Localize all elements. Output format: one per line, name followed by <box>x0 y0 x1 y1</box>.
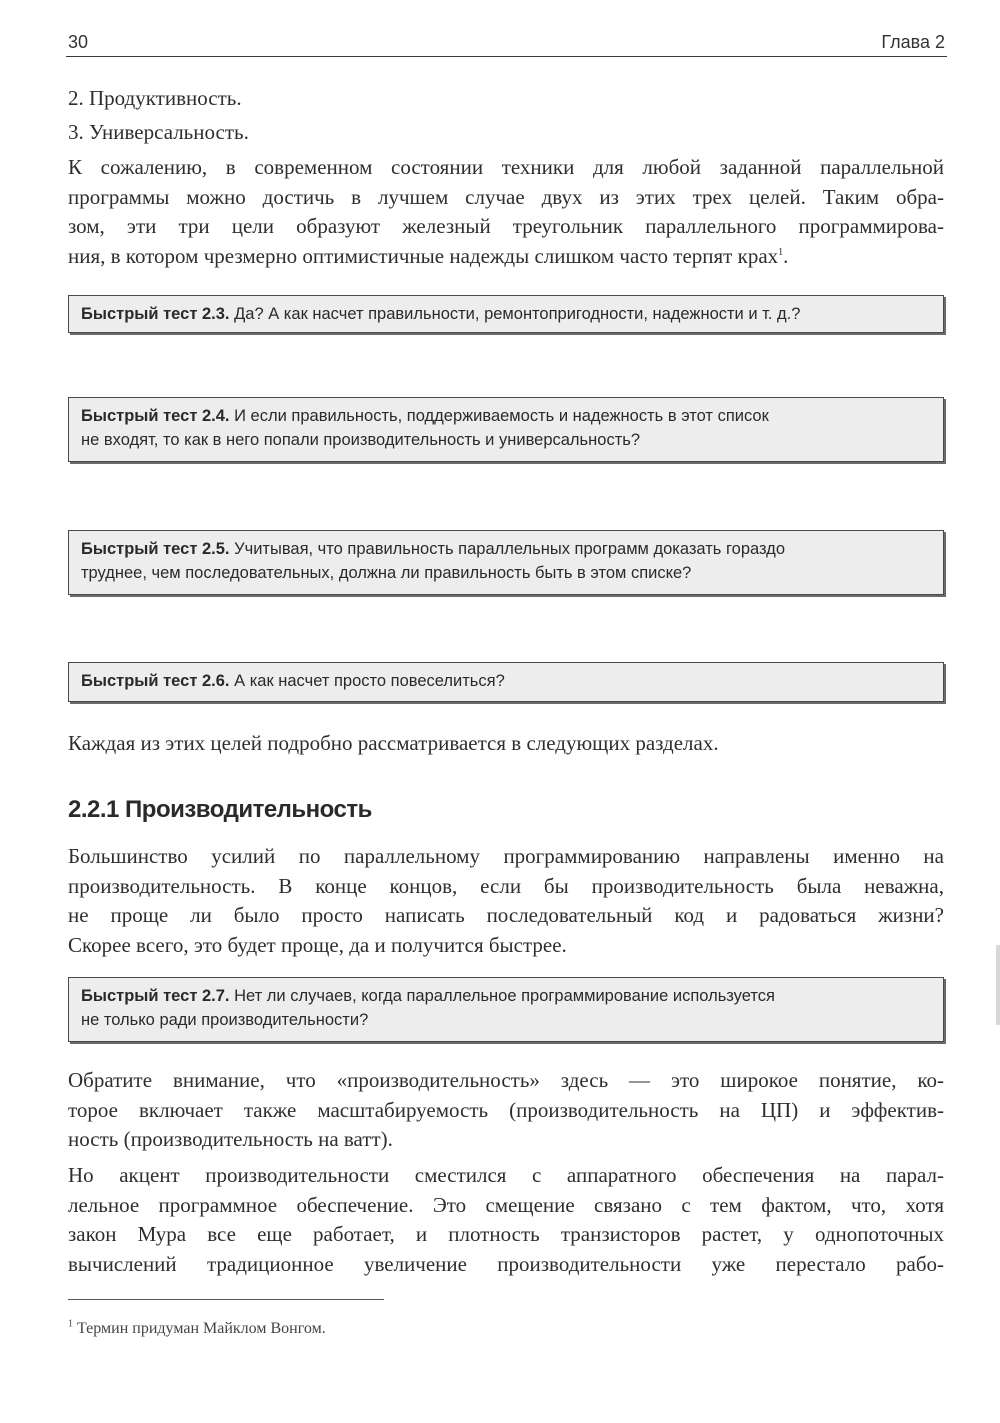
list-item-productivity: 2. Продуктивность. <box>68 86 242 110</box>
quick-quiz-2-3 <box>68 295 944 333</box>
text-line: программы можно достичь в лучшем случае двух из этих трех целей. Таким обра- <box>68 184 944 209</box>
text-line: ность (производительность на ватт). <box>68 1127 393 1151</box>
footnote <box>68 1320 326 1338</box>
text-line: К сожалению, в современном состоянии техники для любой заданной параллельной <box>68 155 944 179</box>
footnote-divider <box>68 1299 384 1300</box>
text-line: производительность. В конце концов, если бы производительность была неважна, <box>68 873 944 898</box>
text-line: Но акцент производительности сместился с аппаратного обеспечения на парал- <box>68 1163 944 1187</box>
quiz-line <box>81 669 933 693</box>
quiz-line <box>81 537 933 561</box>
text-line: зом, эти три цели образуют железный треугольник параллельного программирова- <box>68 214 944 238</box>
footnote-number: 1 <box>68 1318 73 1330</box>
text-line: Каждая из этих целей подробно рассматривается в следующих разделах. <box>68 731 719 755</box>
quick-quiz-2-7 <box>68 977 944 1042</box>
quiz-line: не только ради производительности? <box>81 1011 369 1029</box>
quiz-line: не входят, то как в него попали производительность и универсальность? <box>81 431 641 449</box>
quiz-line <box>81 404 933 428</box>
quiz-line: труднее, чем последовательных, должна ли правильность быть в этом списке? <box>81 564 692 582</box>
text-line: Скорее всего, это будет проще, да и получится быстрее. <box>68 932 567 957</box>
page-number: 30 <box>68 32 89 52</box>
text-line: торое включает также масштабируемость (производительность на ЦП) и эффектив- <box>68 1097 944 1122</box>
footnote-text: Термин придуман Майклом Вонгом. <box>77 1320 326 1337</box>
quiz-text: И если правильность, поддерживаемость и надежность в этот список <box>234 407 769 425</box>
quiz-text: А как насчет просто повеселиться? <box>234 672 505 690</box>
paragraph-performance-definition <box>68 1066 944 1155</box>
text-line: Большинство усилий по параллельному программированию направлены именно на <box>68 844 944 868</box>
list-item-universality: 3. Универсальность. <box>68 120 249 144</box>
quiz-label: Быстрый тест 2.6. <box>81 672 230 690</box>
page-edge-shadow <box>996 945 1000 1025</box>
text-line: лельное программное обеспечение. Это смещение связано с тем фактом, что, хотя <box>68 1192 944 1217</box>
text-line: Обратите внимание, что «производительность» здесь — это широкое понятие, ко- <box>68 1068 944 1092</box>
running-header <box>66 30 947 57</box>
text-line: закон Мура все еще работает, и плотность транзисторов растет, у однопоточных <box>68 1222 944 1246</box>
footnote-ref[interactable]: 1 <box>778 246 784 258</box>
quiz-label: Быстрый тест 2.3. <box>81 305 230 323</box>
quiz-text: Нет ли случаев, когда параллельное программирование используется <box>234 987 775 1005</box>
quiz-label: Быстрый тест 2.7. <box>81 987 230 1005</box>
quiz-label: Быстрый тест 2.5. <box>81 540 230 558</box>
text-line <box>68 242 944 272</box>
quick-quiz-2-5 <box>68 530 944 595</box>
text-line-body: ния, в котором чрезмерно оптимистичные надежды слишком часто терпят крах <box>68 243 779 268</box>
quick-quiz-2-4 <box>68 397 944 462</box>
quiz-label: Быстрый тест 2.4. <box>81 407 230 425</box>
paragraph-sections-intro <box>68 729 944 759</box>
text-line-end: . <box>783 243 789 268</box>
text-line: не проще ли было просто написать последовательный код и радоваться жизни? <box>68 903 944 927</box>
quiz-line <box>81 302 933 326</box>
quick-quiz-2-6 <box>68 662 944 702</box>
text-line: вычислений традиционное увеличение производительности уже перестало рабо- <box>68 1251 944 1276</box>
section-heading-performance: 2.2.1 Производительность <box>68 796 372 823</box>
paragraph-hardware-shift <box>68 1161 944 1279</box>
quiz-line <box>81 984 933 1008</box>
chapter-label: Глава 2 <box>881 32 945 52</box>
paragraph-iron-triangle <box>68 153 944 271</box>
quiz-text: Учитывая, что правильность параллельных программ доказать гораздо <box>234 540 785 558</box>
quiz-text: Да? А как насчет правильности, ремонтопригодности, надежности и т. д.? <box>234 305 801 323</box>
paragraph-performance-focus <box>68 842 944 960</box>
